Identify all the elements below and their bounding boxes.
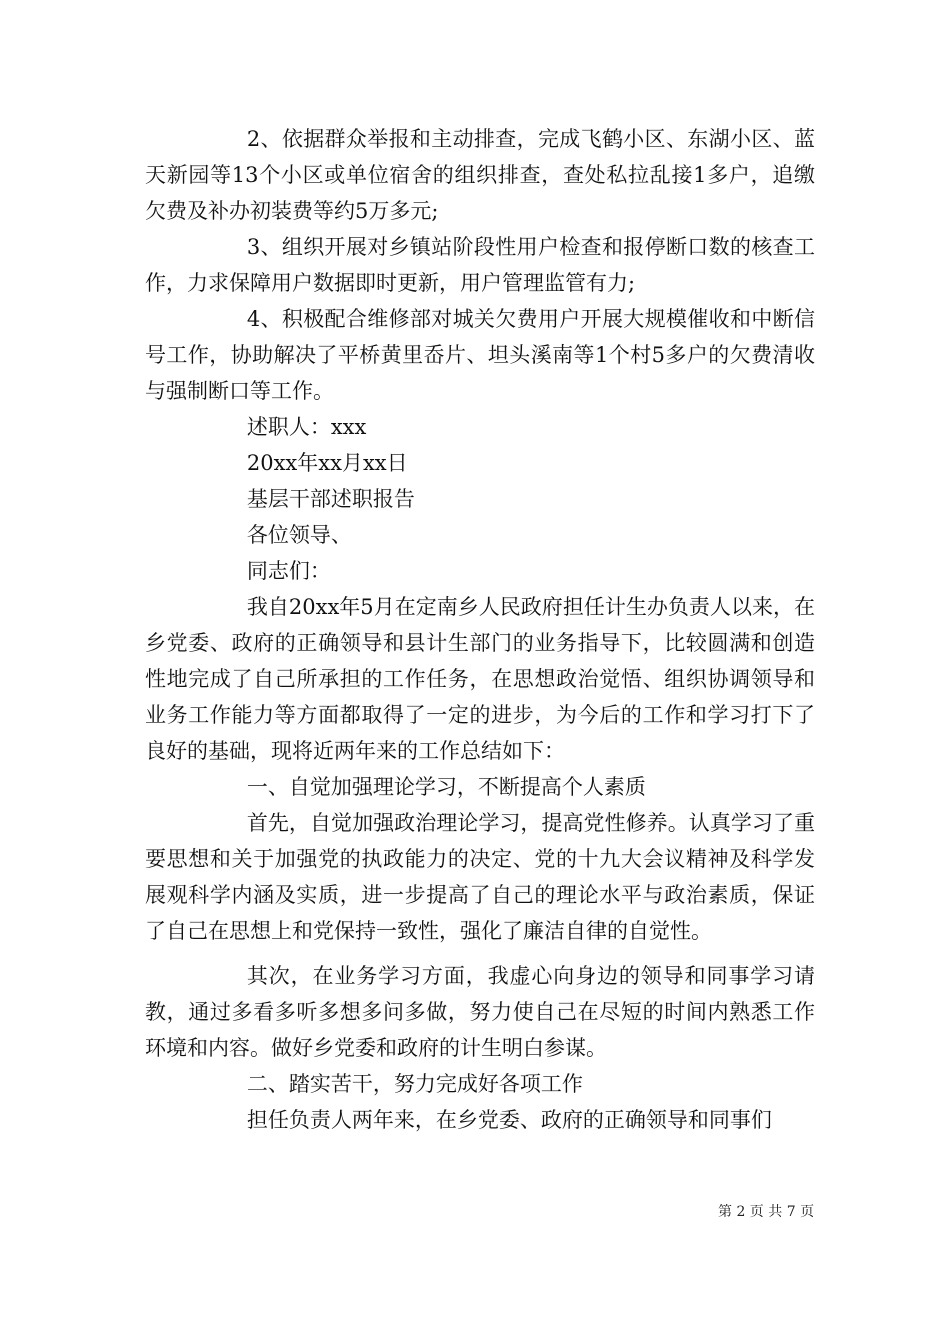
- signature-line: 述职人：xxx: [246, 415, 367, 439]
- paragraph-item-2: 2、依据群众举报和主动排查，完成飞鹤小区、东湖小区、蓝天新园等13个小区或单位宿舍的组织排查，查处私拉乱接1多户，追缴欠费及补办初装费等约5万多元;: [145, 127, 815, 223]
- document-body: [145, 121, 815, 1138]
- salutation-line-1: 各位领导、: [246, 523, 352, 547]
- salutation-line-2: 同志们：: [246, 559, 331, 583]
- section-1-paragraph-1: 首先，自觉加强政治理论学习，提高党性修养。认真学习了重要思想和关于加强党的执政能力的决定、党的十九大会议精神及科学发展观科学内涵及实质，进一步提高了自己的理论水平与政治素质，保证了自己在思想上和党保持一致性，强化了廉洁自律的自觉性。: [145, 811, 815, 943]
- report-title: 基层干部述职报告: [246, 487, 415, 511]
- date-line: 20xx年xx月xx日: [246, 451, 408, 475]
- section-heading-1: 一、自觉加强理论学习，不断提高个人素质: [246, 775, 646, 799]
- paragraph-item-4: 4、积极配合维修部对城关欠费用户开展大规模催收和中断信号工作，协助解决了平桥黄里岙片、坦头溪南等1个村5多户的欠费清收与强制断口等工作。: [145, 307, 815, 403]
- section-2-paragraph-1: 担任负责人两年来，在乡党委、政府的正确领导和同事们: [246, 1108, 772, 1132]
- paragraph-item-3: 3、组织开展对乡镇站阶段性用户检查和报停断口数的核查工作，力求保障用户数据即时更新，用户管理监管有力;: [145, 235, 815, 295]
- section-heading-2: 二、踏实苦干，努力完成好各项工作: [246, 1072, 583, 1096]
- section-1-paragraph-2: 其次，在业务学习方面，我虚心向身边的领导和同事学习请教，通过多看多听多想多问多做，努力使自己在尽短的时间内熟悉工作环境和内容。做好乡党委和政府的计生明白参谋。: [145, 964, 815, 1060]
- page-number: 第 2 页 共 7 页: [718, 1204, 815, 1220]
- intro-paragraph: 我自20xx年5月在定南乡人民政府担任计生办负责人以来，在乡党委、政府的正确领导和县计生部门的业务指导下，比较圆满和创造性地完成了自己所承担的工作任务，在思想政治觉悟、组织协调领导和业务工作能力等方面都取得了一定的进步，为今后的工作和学习打下了良好的基础，现将近两年来的工作总结如下：: [145, 595, 815, 763]
